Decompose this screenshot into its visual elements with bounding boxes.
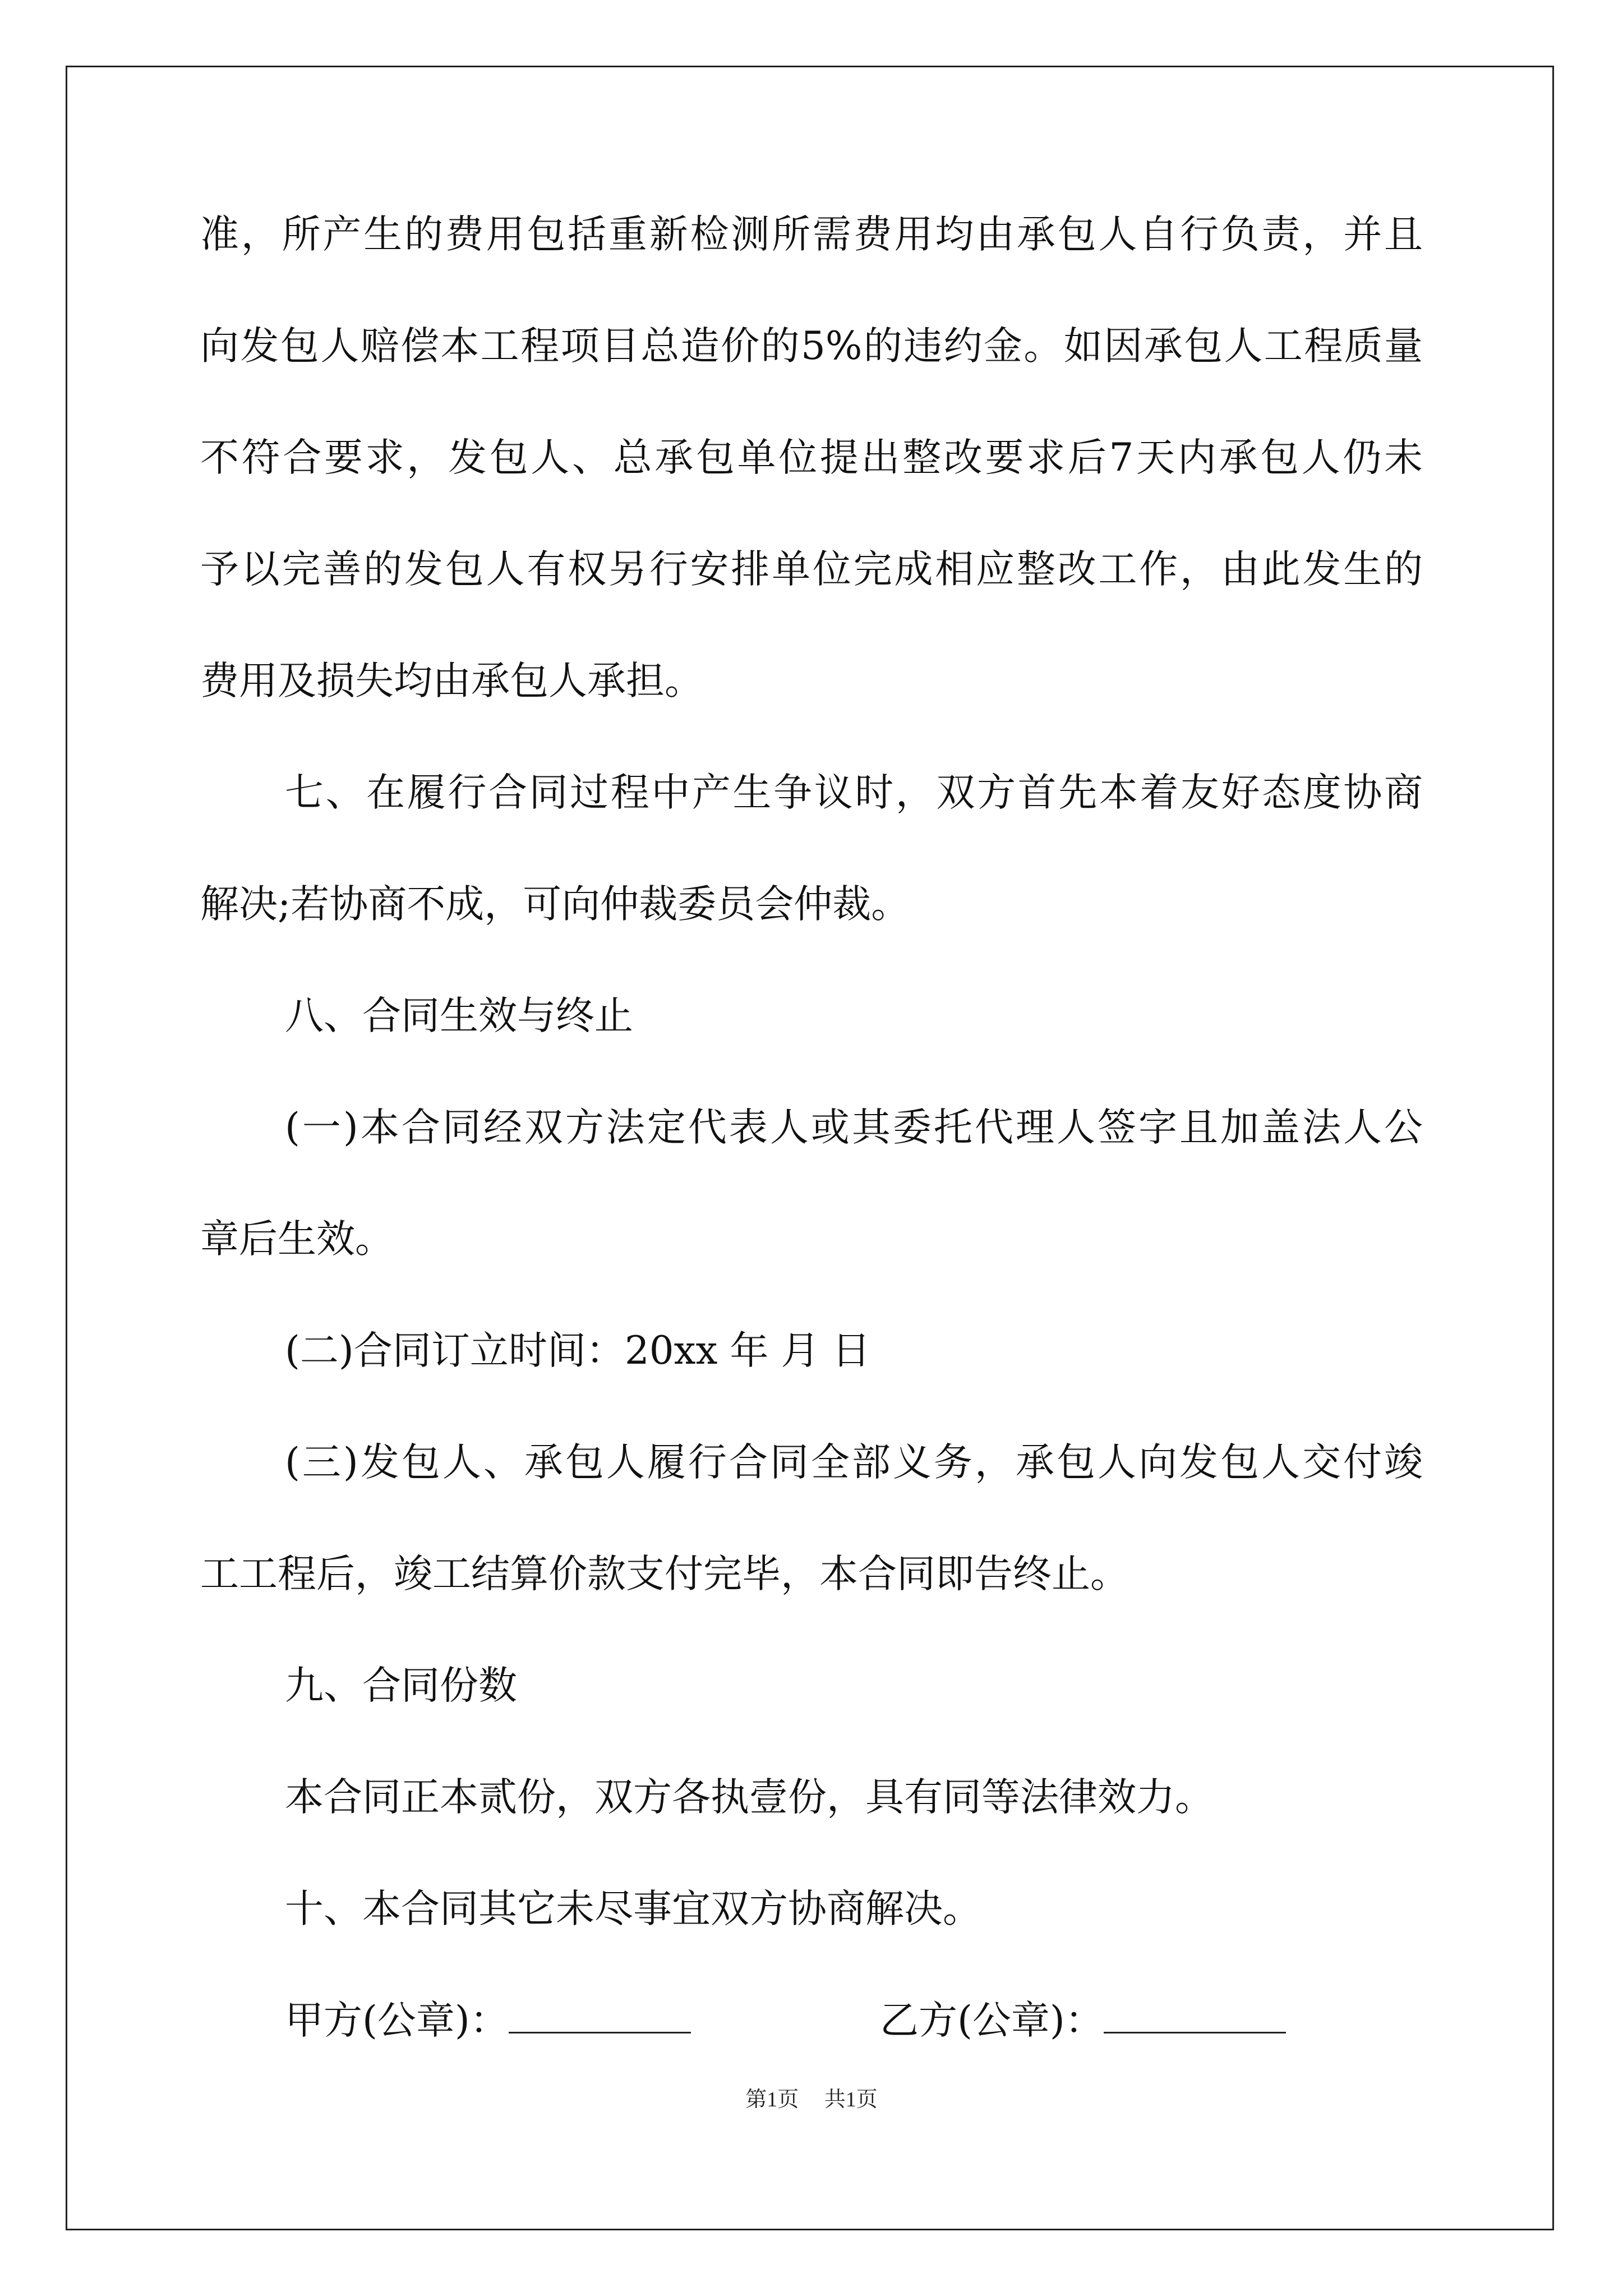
signature-row xyxy=(200,1990,1423,2101)
paragraph-line: 向发包人赔偿本工程项目总造价的5%的违约金。如因承包人工程质量 xyxy=(200,324,1423,369)
document-body xyxy=(200,204,1423,2101)
page-number-current: 第1页 xyxy=(745,2088,799,2111)
paragraph-line: 章后生效。 xyxy=(200,1217,394,1262)
party-b-label: 乙方(公章)： xyxy=(880,1998,1104,2043)
party-a-signature-blank xyxy=(509,1990,691,2033)
clause-seven: 七、在履行合同过程中产生争议时，双方首先本着友好态度协商 xyxy=(285,770,1423,815)
paragraph-line: 解决;若协商不成，可向仲裁委员会仲裁。 xyxy=(200,882,910,927)
section-heading-eight: 八、合同生效与终止 xyxy=(285,993,633,1038)
clause-eight-three: (三)发包人、承包人履行合同全部义务，承包人向发包人交付竣 xyxy=(285,1440,1423,1485)
paragraph-line: 准，所产生的费用包括重新检测所需费用均由承包人自行负责，并且 xyxy=(200,212,1423,257)
paragraph-line: 予以完善的发包人有权另行安排单位完成相应整改工作，由此发生的 xyxy=(200,547,1423,592)
clause-nine-text: 本合同正本贰份，双方各执壹份，具有同等法律效力。 xyxy=(285,1775,1214,1820)
clause-eight-two: (二)合同订立时间：20xx 年 月 日 xyxy=(285,1328,871,1373)
clause-eight-one: (一)本合同经双方法定代表人或其委托代理人签字且加盖法人公 xyxy=(285,1105,1423,1150)
party-b-signature-blank xyxy=(1104,1990,1286,2033)
paragraph-line: 工工程后，竣工结算价款支付完毕，本合同即告终止。 xyxy=(200,1552,1129,1596)
paragraph-line: 费用及损失均由承包人承担。 xyxy=(200,659,703,703)
section-heading-nine: 九、合同份数 xyxy=(285,1663,517,1708)
paragraph-line: 不符合要求，发包人、总承包单位提出整改要求后7天内承包人仍未 xyxy=(200,435,1423,480)
page-footer xyxy=(0,2086,1623,2114)
party-b-signature xyxy=(880,1990,1286,2051)
clause-ten: 十、本合同其它未尽事宜双方协商解决。 xyxy=(285,1887,981,1931)
page-number-total: 共1页 xyxy=(824,2088,878,2111)
party-a-label: 甲方(公章)： xyxy=(285,1998,509,2043)
party-a-signature xyxy=(285,1990,691,2051)
